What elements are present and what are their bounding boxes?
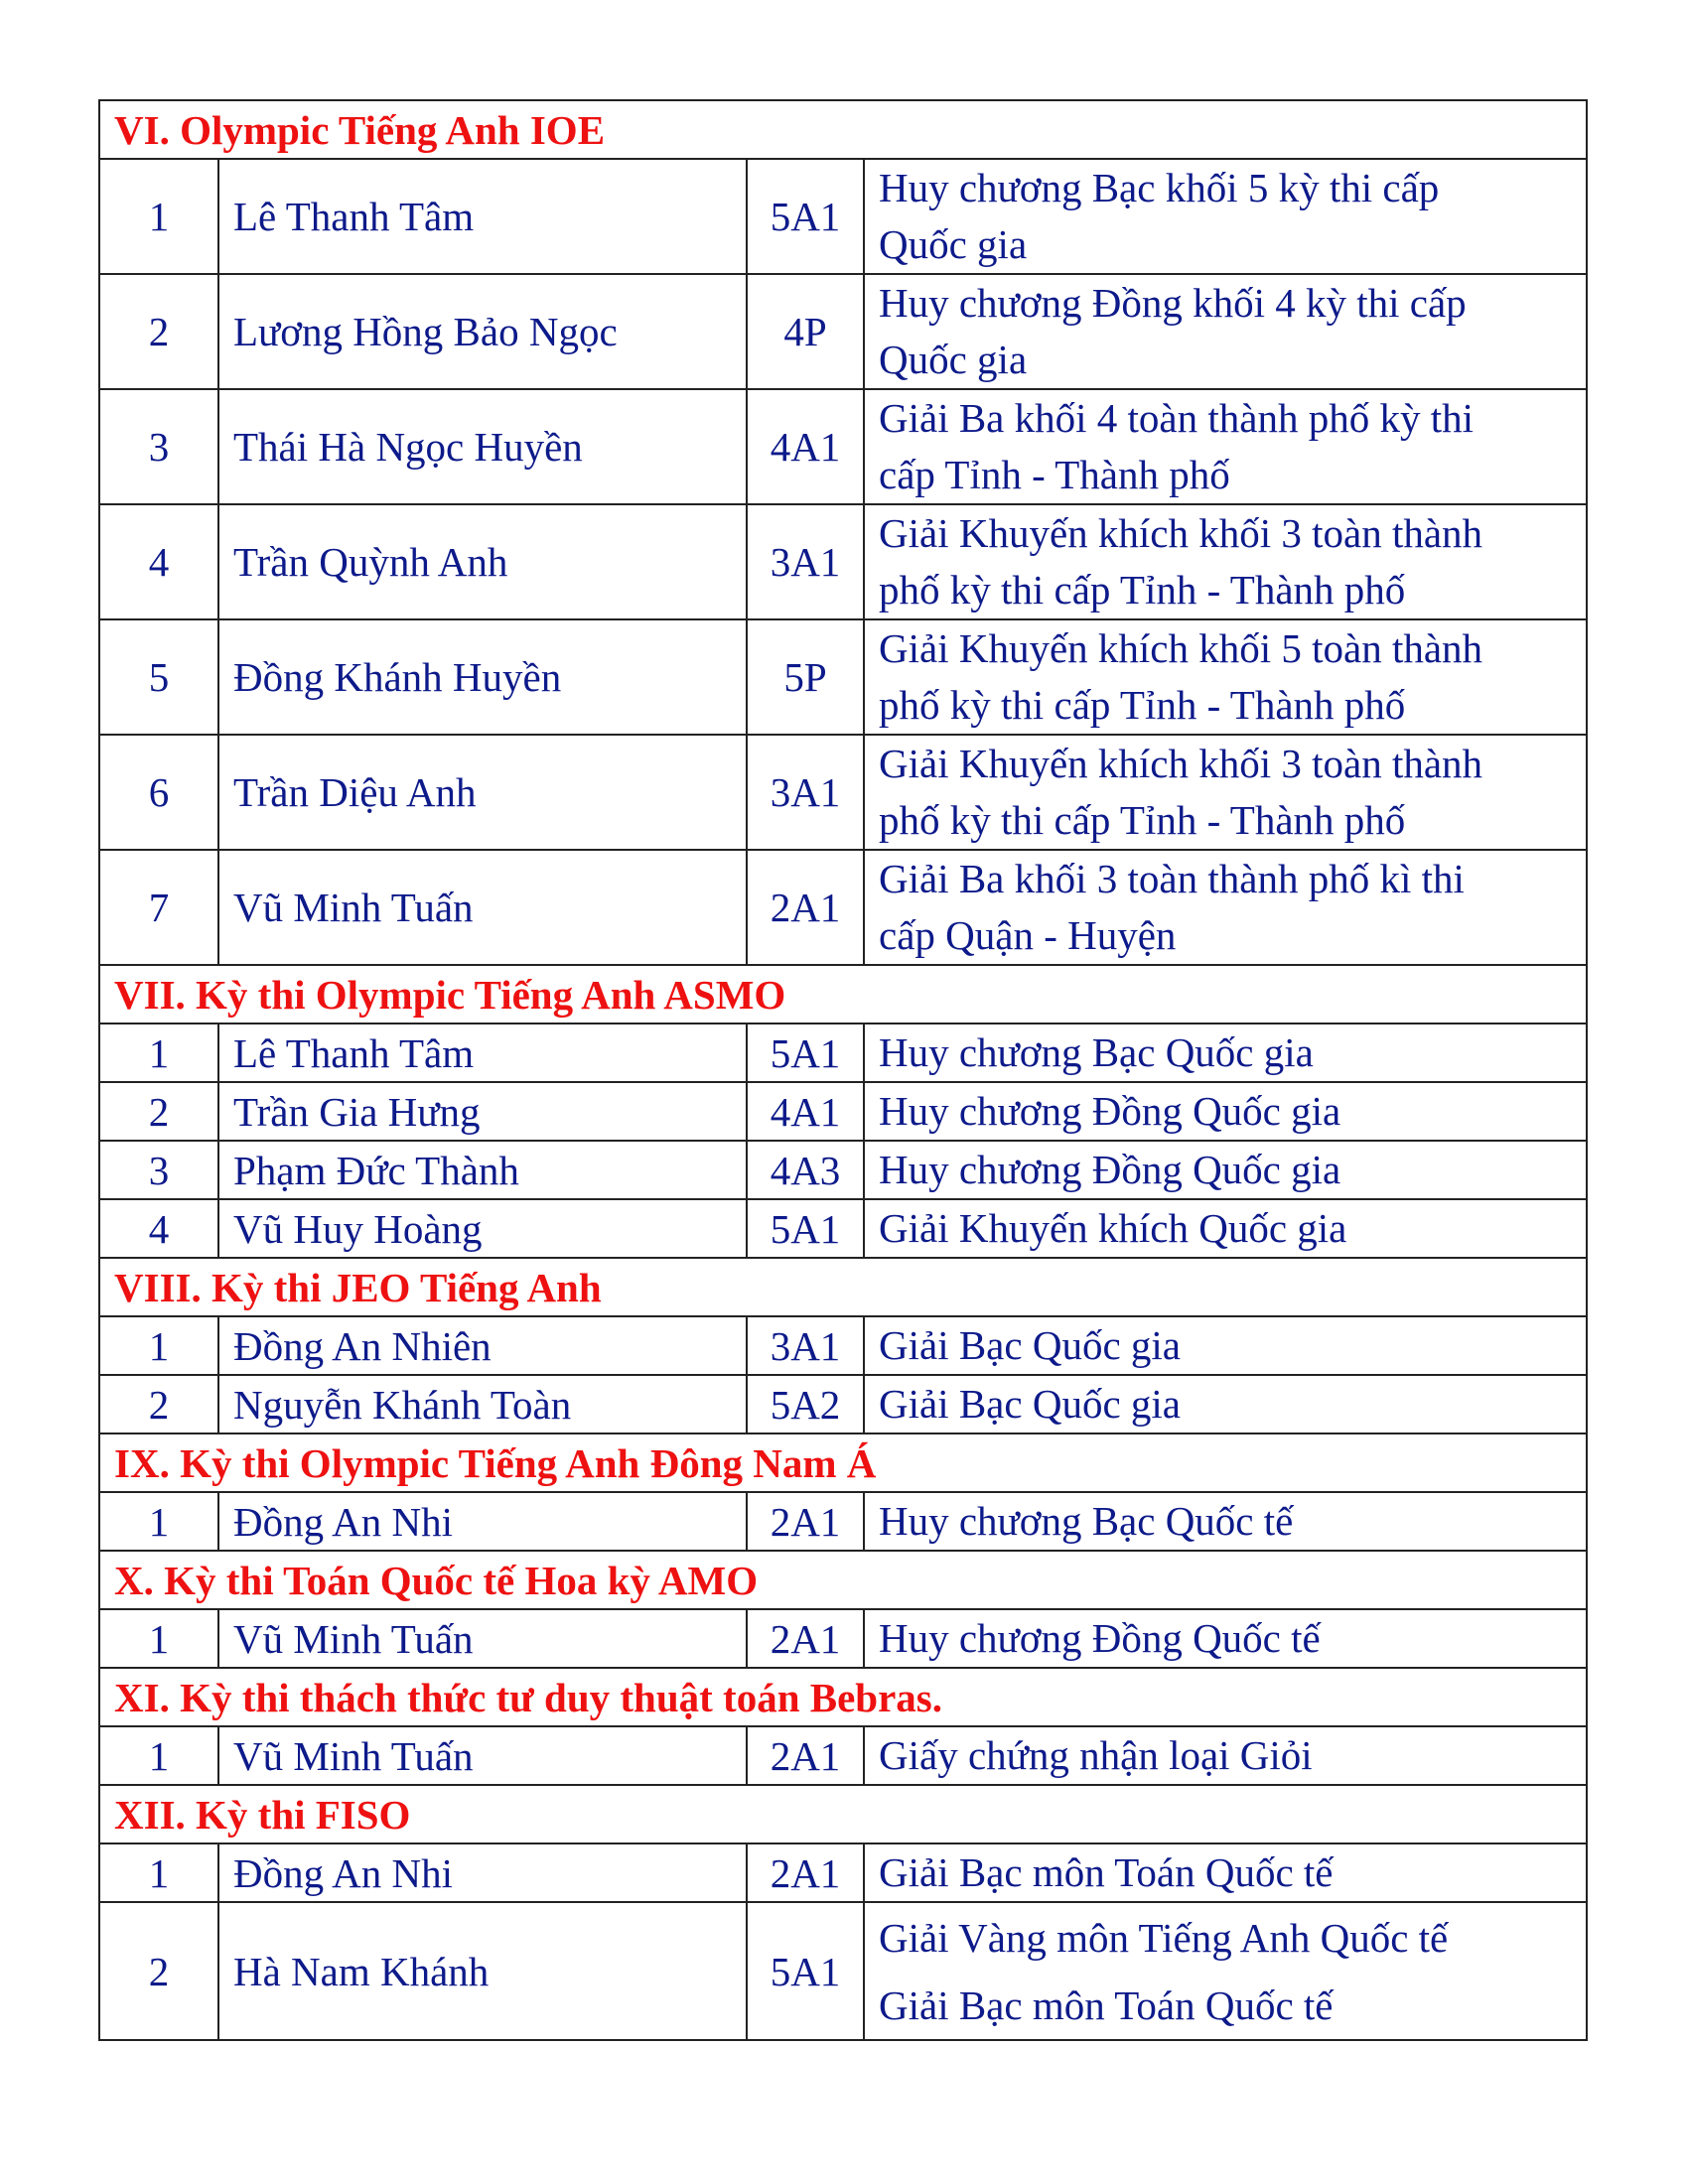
- section-header: [99, 1433, 1587, 1492]
- award-text: Giải Bạc môn Toán Quốc tế: [879, 1981, 1334, 2028]
- table-row: [99, 735, 1587, 850]
- row-number: 4: [99, 1199, 218, 1258]
- award-cell: [864, 1199, 1587, 1258]
- award-cell: [864, 850, 1587, 965]
- row-number: 2: [99, 1902, 218, 2040]
- table-row: [99, 1726, 1587, 1785]
- row-number: 1: [99, 1316, 218, 1375]
- student-name: Trần Diệu Anh: [218, 735, 747, 850]
- table-row: [99, 1316, 1587, 1375]
- awards-table-body: [99, 100, 1587, 2040]
- section-title: XII. Kỳ thi FISO: [99, 1785, 1587, 1843]
- section-header: [99, 100, 1587, 159]
- award-text: Huy chương Đồng Quốc gia: [879, 1147, 1341, 1192]
- award-text: Giải Ba khối 4 toàn thành phố kỳ thi: [879, 395, 1474, 441]
- section-title: X. Kỳ thi Toán Quốc tế Hoa kỳ AMO: [99, 1551, 1587, 1609]
- award-cell: [864, 1082, 1587, 1141]
- award-text: Giải Khuyến khích khối 3 toàn thành: [879, 741, 1483, 786]
- student-name: Lương Hồng Bảo Ngọc: [218, 274, 747, 389]
- student-name: Lê Thanh Tâm: [218, 159, 747, 274]
- row-number: 3: [99, 1141, 218, 1199]
- section-title: VI. Olympic Tiếng Anh IOE: [99, 100, 1587, 159]
- table-row: [99, 1902, 1587, 2040]
- class-code: 4P: [747, 274, 864, 389]
- class-code: 2A1: [747, 1726, 864, 1785]
- award-cell: [864, 1726, 1587, 1785]
- student-name: Nguyễn Khánh Toàn: [218, 1375, 747, 1433]
- class-code: 2A1: [747, 1843, 864, 1902]
- award-cell: [864, 619, 1587, 735]
- student-name: Phạm Đức Thành: [218, 1141, 747, 1199]
- section-header: [99, 1668, 1587, 1726]
- award-cell: [864, 1316, 1587, 1375]
- table-row: [99, 1609, 1587, 1668]
- award-text: cấp Quận - Huyện: [879, 912, 1177, 958]
- row-number: 5: [99, 619, 218, 735]
- student-name: Đồng An Nhi: [218, 1843, 747, 1902]
- award-text: Giải Khuyến khích khối 5 toàn thành: [879, 625, 1483, 671]
- award-text: phố kỳ thi cấp Tỉnh - Thành phố: [879, 567, 1406, 613]
- award-text: Giải Khuyến khích khối 3 toàn thành: [879, 510, 1483, 556]
- award-text: Quốc gia: [879, 337, 1028, 382]
- class-code: 5A1: [747, 159, 864, 274]
- award-text: Giải Bạc môn Toán Quốc tế: [879, 1849, 1334, 1895]
- table-row: [99, 1843, 1587, 1902]
- student-name: Trần Quỳnh Anh: [218, 504, 747, 619]
- class-code: 2A1: [747, 1609, 864, 1668]
- class-code: 5A1: [747, 1024, 864, 1082]
- award-cell: [864, 1024, 1587, 1082]
- award-text: Huy chương Đồng Quốc tế: [879, 1615, 1321, 1661]
- class-code: 4A1: [747, 1082, 864, 1141]
- award-cell: [864, 1492, 1587, 1551]
- table-row: [99, 1375, 1587, 1433]
- table-row: [99, 1492, 1587, 1551]
- class-code: 5P: [747, 619, 864, 735]
- student-name: Vũ Minh Tuấn: [218, 850, 747, 965]
- table-row: [99, 850, 1587, 965]
- award-text: Giải Ba khối 3 toàn thành phố kì thi: [879, 856, 1465, 901]
- row-number: 3: [99, 389, 218, 504]
- table-row: [99, 1141, 1587, 1199]
- award-cell: [864, 1141, 1587, 1199]
- row-number: 2: [99, 1082, 218, 1141]
- class-code: 4A3: [747, 1141, 864, 1199]
- award-text: Huy chương Đồng Quốc gia: [879, 1088, 1341, 1134]
- row-number: 2: [99, 274, 218, 389]
- award-text: cấp Tỉnh - Thành phố: [879, 452, 1230, 497]
- student-name: Đồng An Nhiên: [218, 1316, 747, 1375]
- table-row: [99, 504, 1587, 619]
- class-code: 3A1: [747, 735, 864, 850]
- award-text: Giải Vàng môn Tiếng Anh Quốc tế: [879, 1914, 1449, 1961]
- row-number: 1: [99, 1726, 218, 1785]
- award-cell: [864, 1843, 1587, 1902]
- awards-table: [98, 99, 1588, 2041]
- award-text: Huy chương Bạc khối 5 kỳ thi cấp: [879, 165, 1440, 210]
- table-row: [99, 1199, 1587, 1258]
- award-cell: [864, 389, 1587, 504]
- row-number: 1: [99, 1024, 218, 1082]
- student-name: Trần Gia Hưng: [218, 1082, 747, 1141]
- table-row: [99, 274, 1587, 389]
- class-code: 3A1: [747, 1316, 864, 1375]
- class-code: 4A1: [747, 389, 864, 504]
- student-name: Vũ Huy Hoàng: [218, 1199, 747, 1258]
- award-cell: [864, 504, 1587, 619]
- section-title: IX. Kỳ thi Olympic Tiếng Anh Đông Nam Á: [99, 1433, 1587, 1492]
- award-cell: [864, 735, 1587, 850]
- section-header: [99, 1551, 1587, 1609]
- award-cell: [864, 1375, 1587, 1433]
- section-header: [99, 965, 1587, 1024]
- class-code: 3A1: [747, 504, 864, 619]
- award-text: Giải Khuyến khích Quốc gia: [879, 1205, 1347, 1251]
- student-name: Đồng An Nhi: [218, 1492, 747, 1551]
- award-cell: [864, 1609, 1587, 1668]
- table-row: [99, 159, 1587, 274]
- section-title: VII. Kỳ thi Olympic Tiếng Anh ASMO: [99, 965, 1587, 1024]
- award-text: Giấy chứng nhận loại Giỏi: [879, 1732, 1313, 1778]
- table-row: [99, 1082, 1587, 1141]
- row-number: 1: [99, 1843, 218, 1902]
- student-name: Đồng Khánh Huyền: [218, 619, 747, 735]
- award-cell: [864, 1902, 1587, 2040]
- award-text: Huy chương Bạc Quốc tế: [879, 1498, 1294, 1544]
- row-number: 2: [99, 1375, 218, 1433]
- row-number: 6: [99, 735, 218, 850]
- section-header: [99, 1785, 1587, 1843]
- award-text: Huy chương Đồng khối 4 kỳ thi cấp: [879, 280, 1467, 326]
- class-code: 2A1: [747, 850, 864, 965]
- row-number: 4: [99, 504, 218, 619]
- class-code: 5A2: [747, 1375, 864, 1433]
- table-row: [99, 389, 1587, 504]
- student-name: Vũ Minh Tuấn: [218, 1609, 747, 1668]
- row-number: 1: [99, 1492, 218, 1551]
- table-row: [99, 619, 1587, 735]
- award-text: Quốc gia: [879, 221, 1028, 267]
- award-text: phố kỳ thi cấp Tỉnh - Thành phố: [879, 797, 1406, 843]
- row-number: 1: [99, 1609, 218, 1668]
- section-header: [99, 1258, 1587, 1316]
- award-text: Giải Bạc Quốc gia: [879, 1322, 1181, 1368]
- student-name: Thái Hà Ngọc Huyền: [218, 389, 747, 504]
- award-cell: [864, 274, 1587, 389]
- award-cell: [864, 159, 1587, 274]
- award-text: phố kỳ thi cấp Tỉnh - Thành phố: [879, 682, 1406, 728]
- award-text: Huy chương Bạc Quốc gia: [879, 1029, 1314, 1075]
- student-name: Lê Thanh Tâm: [218, 1024, 747, 1082]
- section-title: XI. Kỳ thi thách thức tư duy thuật toán Bebras.: [99, 1668, 1587, 1726]
- award-text: Giải Bạc Quốc gia: [879, 1381, 1181, 1427]
- class-code: 5A1: [747, 1902, 864, 2040]
- section-title: VIII. Kỳ thi JEO Tiếng Anh: [99, 1258, 1587, 1316]
- row-number: 1: [99, 159, 218, 274]
- class-code: 5A1: [747, 1199, 864, 1258]
- table-row: [99, 1024, 1587, 1082]
- class-code: 2A1: [747, 1492, 864, 1551]
- student-name: Vũ Minh Tuấn: [218, 1726, 747, 1785]
- row-number: 7: [99, 850, 218, 965]
- student-name: Hà Nam Khánh: [218, 1902, 747, 2040]
